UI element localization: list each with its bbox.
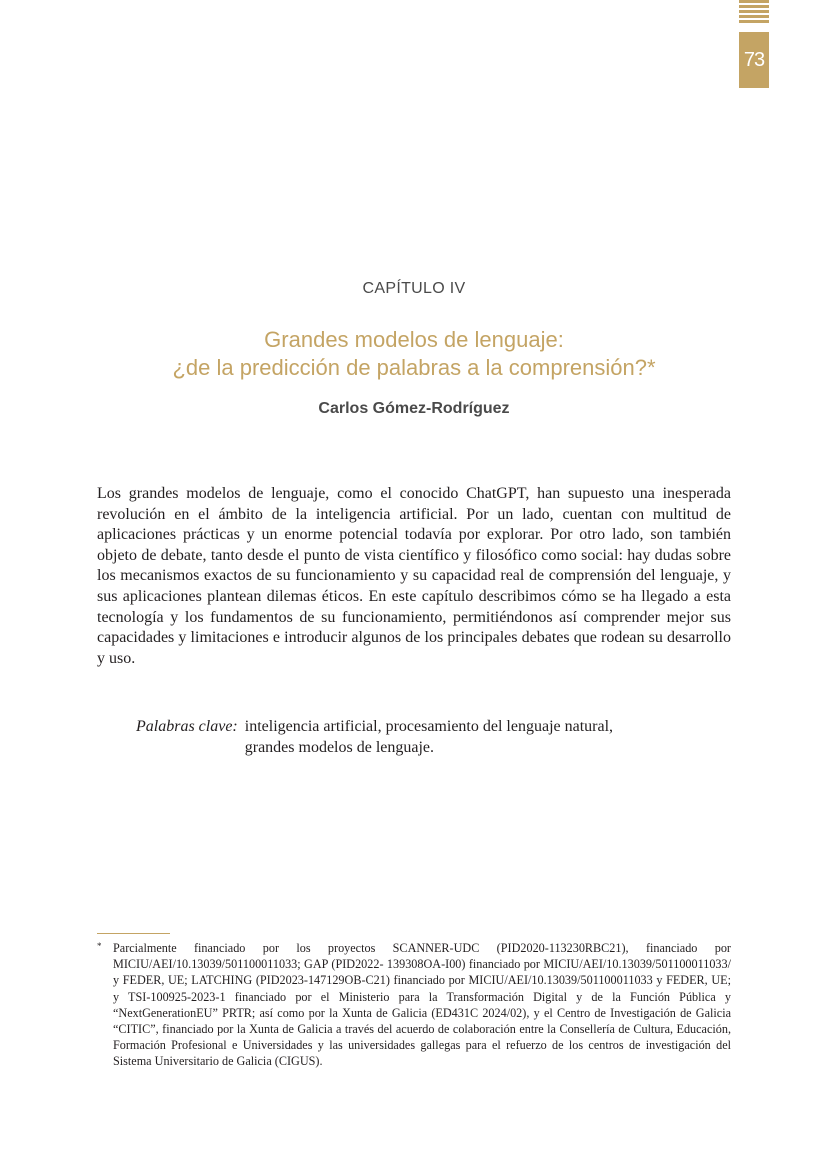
- tab-line: [739, 20, 769, 23]
- chapter-title-line-1: Grandes modelos de lenguaje:: [264, 327, 564, 352]
- page-number-tab: [739, 0, 769, 88]
- chapter-title-line-2: ¿de la predicción de palabras a la comprensión?*: [172, 355, 656, 380]
- tab-line: [739, 0, 769, 3]
- footnote-text: Parcialmente financiado por los proyectos SCANNER-UDC (PID2020-113230RBC21), financiado por MICIU/AEI/10.13039/501100011033; GAP (PID2022- 139308OA-I00) financiado por MICIU/AEI/10.13039/501100011033/ y FEDER, UE; LATCHING (PID2023-147129OB-C21) financiado por MICIU/AEI/10.13039/501100011033 y FEDER, UE; y TSI-100925-2023-1 financiado por el Ministerio para la Transformación Digital y de la Función Pública y “NextGenerationEU” PRTR; así como por la Xunta de Galicia (ED431C 2024/02), y el Centro de Investigación de Galicia “CITIC”, financiado por la Xunta de Galicia a través del acuerdo de colaboración entre la Consellería de Cultura, Educación, Formación Profesional e Universidades y las universidades gallegas para el refuerzo de los centros de investigación del Sistema Universitario de Galicia (CIGUS).: [113, 941, 731, 1069]
- keywords-label: Palabras clave:: [136, 718, 238, 735]
- tab-line: [739, 10, 769, 13]
- chapter-title: [0, 326, 828, 382]
- keywords-list: [245, 716, 655, 758]
- tab-line: [739, 15, 769, 18]
- keywords-block: [136, 716, 655, 758]
- tab-decoration-lines: [739, 0, 769, 25]
- keywords-line-2: grandes modelos de lenguaje.: [244, 739, 435, 756]
- abstract-paragraph: Los grandes modelos de lenguaje, como el conocido ChatGPT, han supuesto una inesperada revolución en el ámbito de la inteligencia artificial. Por un lado, cuentan con multitud de aplicaciones prácticas y un enorme potencial todavía por explorar. Por otro lado, son también objeto de debate, tanto desde el punto de vista científico y filosófico como social: hay dudas sobre los mecanismos exactos de su funcionamiento y su capacidad real de comprensión del lenguaje, y sus aplicaciones plantean dilemas éticos. En este capítulo describimos cómo se ha llegado a esta tecnología y los fundamentos de su funcionamiento, permitiéndonos así comprender mejor sus capacidades y limitaciones e introducir algunos de los principales debates que rodean su desarrollo y uso.: [97, 485, 731, 667]
- tab-line: [739, 5, 769, 8]
- footnote-marker: *: [97, 941, 102, 951]
- author-name: Carlos Gómez-Rodríguez: [318, 400, 510, 417]
- keywords-line-1: inteligencia artificial, procesamiento del lenguaje natural,: [244, 718, 614, 735]
- footnote: [97, 940, 731, 1070]
- chapter-label: CAPÍTULO IV: [362, 280, 466, 297]
- footnote-divider: [97, 933, 170, 934]
- page-number: 73: [739, 32, 769, 88]
